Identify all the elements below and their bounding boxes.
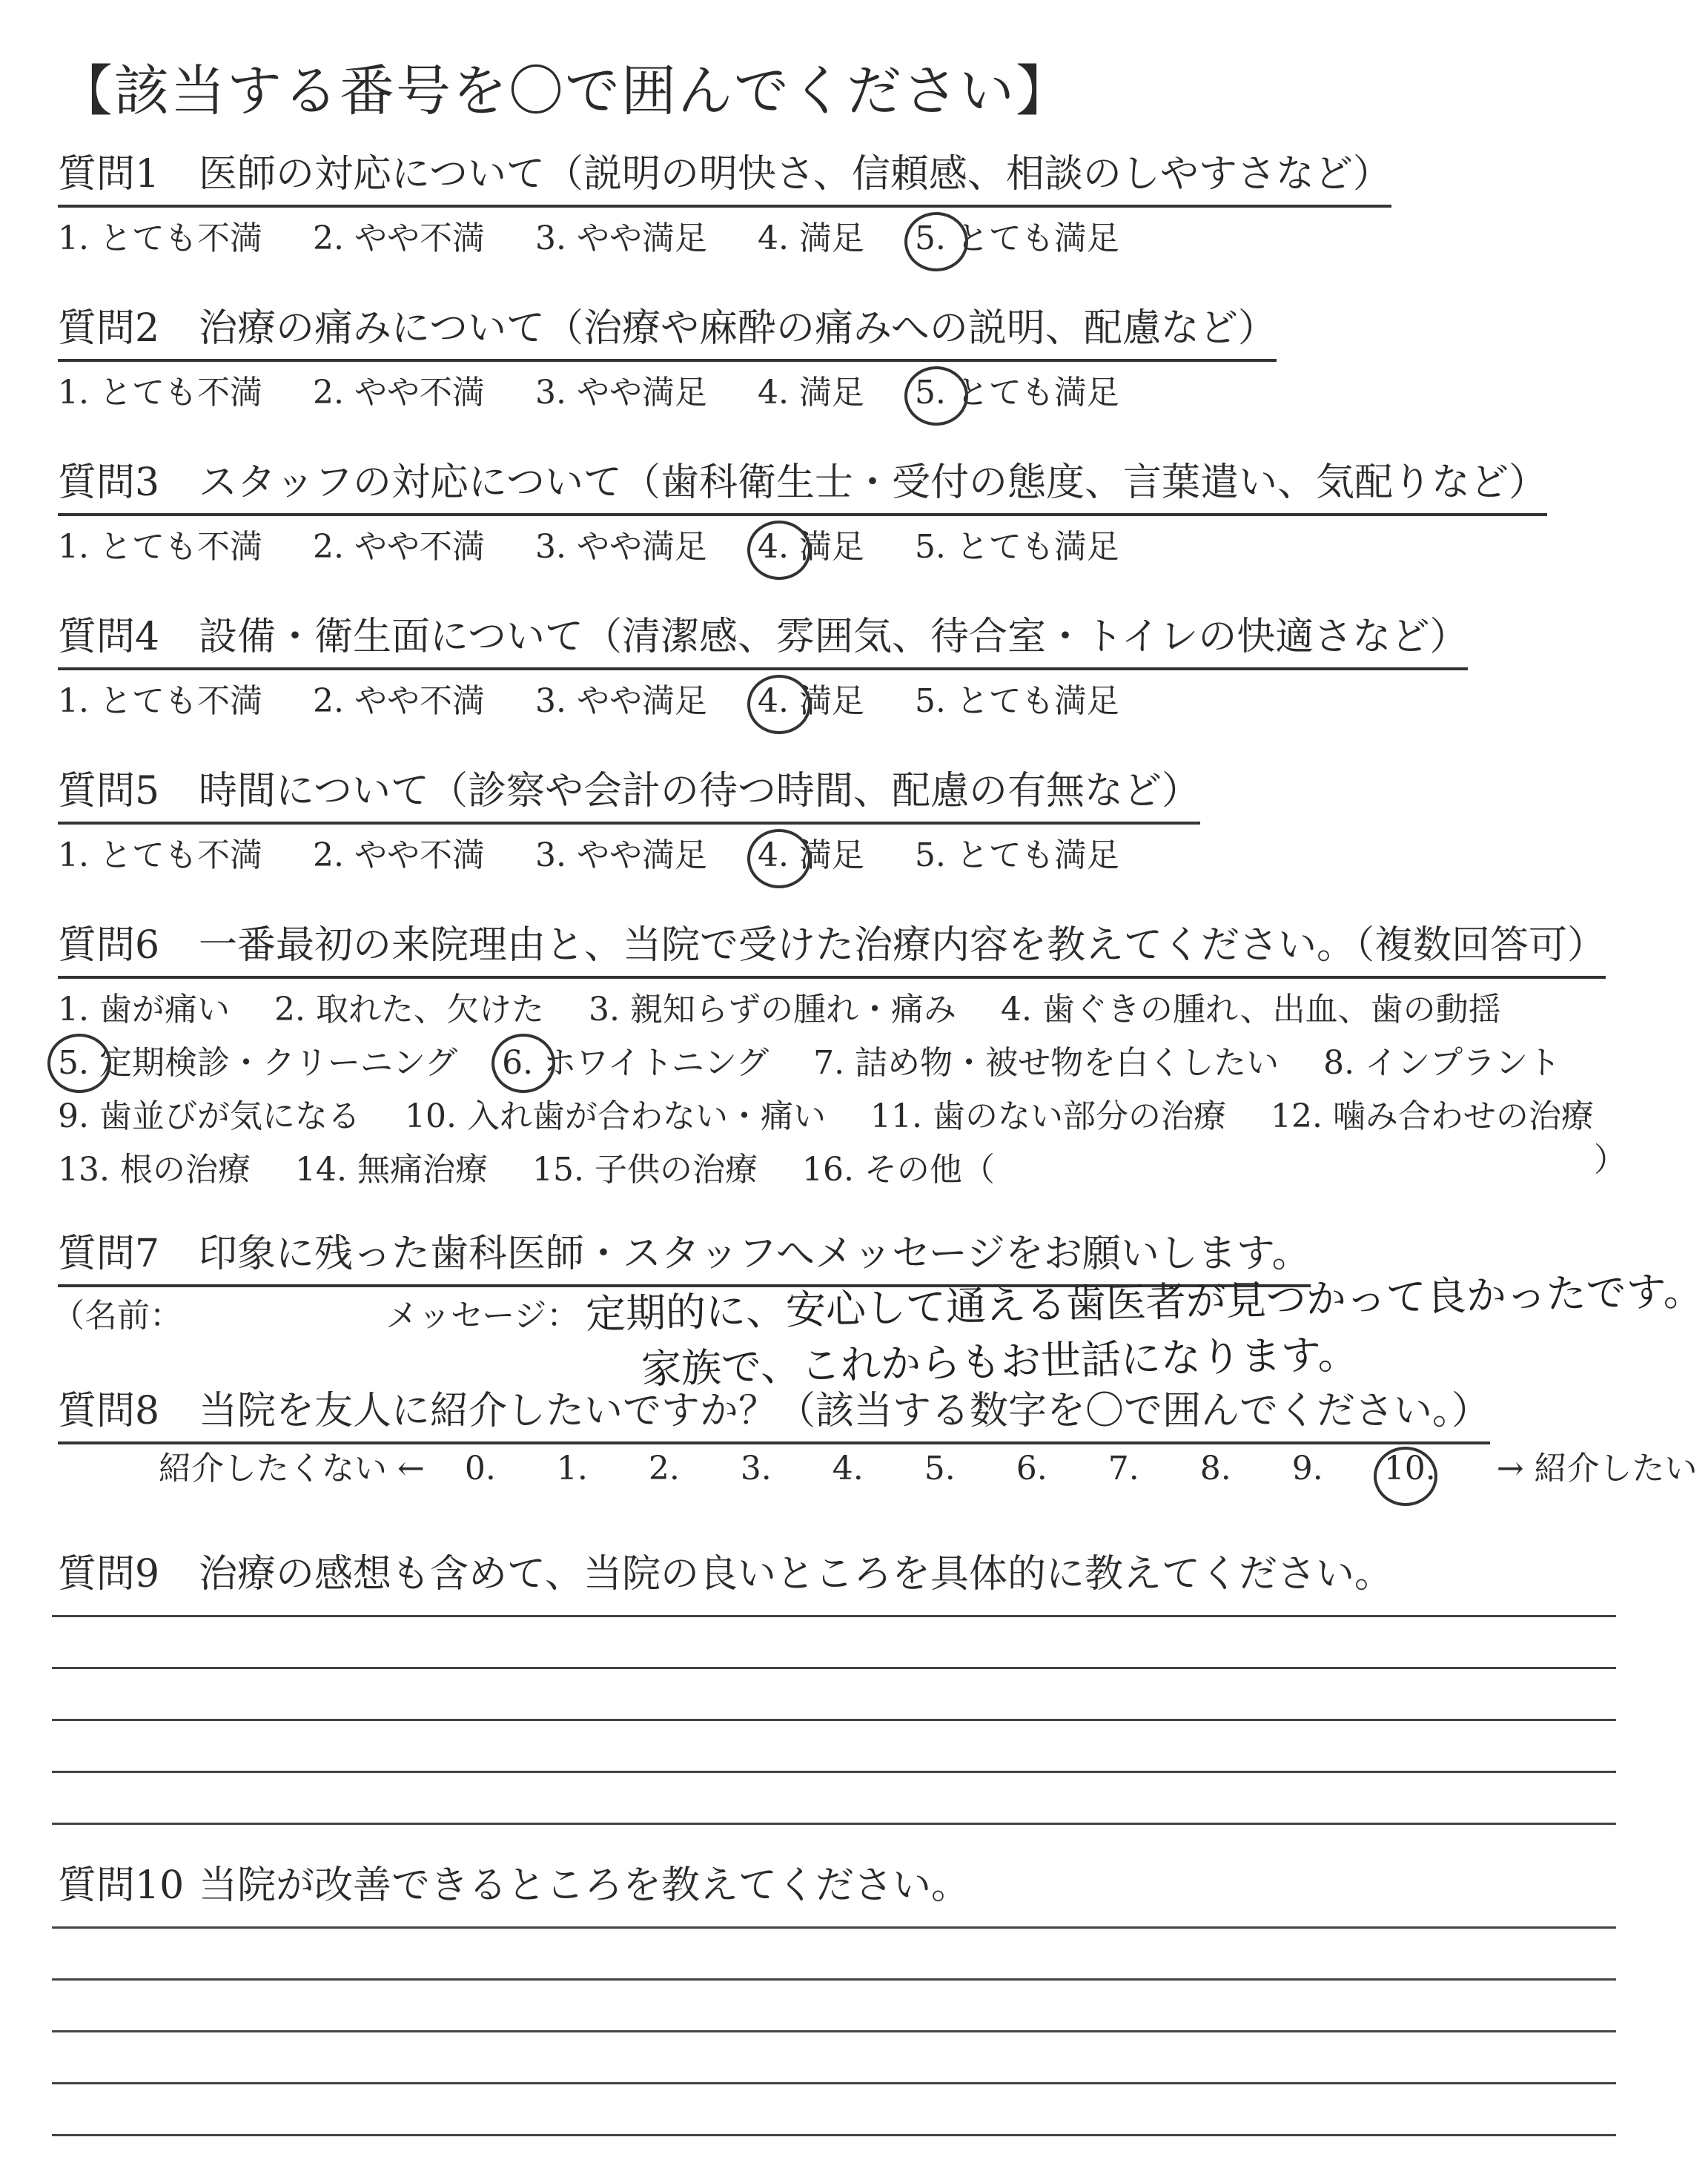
option-3[interactable]: 3. やや満足 bbox=[534, 528, 707, 566]
question-text: 時間について（診察や会計の待つ時間、配慮の有無など） bbox=[199, 769, 1200, 813]
question-text: スタッフの対応について（歯科衛生士・受付の態度、言葉遣い、気配りなど） bbox=[199, 460, 1547, 505]
treatment-option-11[interactable]: 11. 歯のない部分の治療 bbox=[870, 1097, 1226, 1135]
question-2 bbox=[58, 303, 1277, 417]
scale-left-label: 紹介したくない ← bbox=[159, 1450, 425, 1487]
question-text: 当院を友人に紹介したいですか？（該当する数字を〇で囲んでください。） bbox=[199, 1389, 1491, 1433]
page-heading: 【該当する番号を〇で囲んでください】 bbox=[58, 59, 1072, 123]
question-9 bbox=[58, 1542, 1393, 1598]
treatment-option-5-selected[interactable]: 5. 定期検診・クリーニング bbox=[58, 1037, 457, 1090]
scale-9[interactable]: 9. bbox=[1291, 1450, 1323, 1487]
question-number: 質問10 bbox=[58, 1863, 185, 1908]
question-number: 質問1 bbox=[58, 152, 160, 196]
treatment-option-16[interactable]: 16. その他（ bbox=[801, 1151, 995, 1189]
scale-right-label: → 紹介したい bbox=[1496, 1450, 1698, 1487]
rating-options bbox=[58, 832, 1200, 879]
option-5[interactable]: 5. とても満足 bbox=[914, 682, 1119, 720]
scale-6[interactable]: 6. bbox=[1016, 1450, 1047, 1487]
treatment-option-2[interactable]: 2. 取れた、欠けた bbox=[274, 991, 544, 1028]
message-label: メッセージ： bbox=[385, 1297, 580, 1335]
question-1 bbox=[58, 148, 1391, 262]
question-text: 治療の痛みについて（治療や麻酔の痛みへの説明、配慮など） bbox=[199, 306, 1277, 351]
scale-0[interactable]: 0. bbox=[464, 1450, 496, 1487]
question-number: 質問6 bbox=[58, 923, 160, 968]
question-number: 質問4 bbox=[58, 615, 160, 659]
question-text: 一番最初の来院理由と、当院で受けた治療内容を教えてください。（複数回答可） bbox=[199, 923, 1606, 968]
rating-options bbox=[58, 215, 1391, 262]
option-4-selected[interactable]: 4. 満足 bbox=[758, 678, 864, 725]
option-4-selected[interactable]: 4. 満足 bbox=[758, 832, 864, 879]
question-4 bbox=[58, 611, 1468, 725]
rating-options bbox=[58, 678, 1468, 725]
question-text: 医師の対応について（説明の明快さ、信頼感、相談のしやすさなど） bbox=[199, 152, 1391, 196]
question-number: 質問5 bbox=[58, 769, 160, 813]
question-10 bbox=[58, 1854, 970, 1909]
treatment-option-4[interactable]: 4. 歯ぐきの腫れ、出血、歯の動揺 bbox=[1000, 991, 1501, 1028]
question-6 bbox=[58, 919, 1628, 1197]
treatment-option-13[interactable]: 13. 根の治療 bbox=[58, 1151, 251, 1189]
option-5[interactable]: 5. とても満足 bbox=[914, 528, 1119, 566]
treatment-option-15[interactable]: 15. 子供の治療 bbox=[532, 1151, 758, 1189]
answer-line[interactable] bbox=[52, 2030, 1616, 2032]
question-text: 設備・衛生面について（清潔感、雰囲気、待合室・トイレの快適さなど） bbox=[199, 615, 1469, 659]
treatment-option-3[interactable]: 3. 親知らずの腫れ・痛み bbox=[588, 991, 956, 1028]
answer-line[interactable] bbox=[52, 1771, 1616, 1773]
answer-line[interactable] bbox=[52, 1823, 1616, 1825]
treatment-option-9[interactable]: 9. 歯並びが気になる bbox=[58, 1097, 360, 1135]
treatment-option-7[interactable]: 7. 詰め物・被せ物を白くしたい bbox=[813, 1044, 1280, 1082]
option-2[interactable]: 2. やや不満 bbox=[312, 219, 485, 257]
treatment-option-12[interactable]: 12. 噛み合わせの治療 bbox=[1270, 1097, 1594, 1135]
scale-7[interactable]: 7. bbox=[1108, 1450, 1139, 1487]
option-3[interactable]: 3. やや満足 bbox=[534, 374, 707, 412]
scale-10-selected[interactable]: 10. bbox=[1383, 1450, 1436, 1487]
question-number: 質問3 bbox=[58, 460, 160, 505]
option-3[interactable]: 3. やや満足 bbox=[534, 219, 707, 257]
option-1[interactable]: 1. とても不満 bbox=[58, 528, 262, 566]
scale-4[interactable]: 4. bbox=[832, 1450, 864, 1487]
option-2[interactable]: 2. やや不満 bbox=[312, 682, 485, 720]
handwritten-message-line-2: 家族で、これからもお世話になります。 bbox=[640, 1330, 1359, 1393]
option-4[interactable]: 4. 満足 bbox=[757, 219, 864, 257]
question-number: 質問2 bbox=[58, 306, 160, 351]
rating-options bbox=[58, 369, 1277, 417]
option-1[interactable]: 1. とても不満 bbox=[58, 836, 262, 874]
scale-1[interactable]: 1. bbox=[556, 1450, 588, 1487]
answer-line[interactable] bbox=[52, 1615, 1616, 1617]
option-4[interactable]: 4. 満足 bbox=[757, 374, 864, 412]
question-number: 質問8 bbox=[58, 1389, 160, 1433]
answer-line[interactable] bbox=[52, 1926, 1616, 1929]
answer-line[interactable] bbox=[52, 1978, 1616, 1981]
answer-line[interactable] bbox=[52, 2134, 1616, 2136]
question-number: 質問7 bbox=[58, 1232, 160, 1276]
rating-options bbox=[58, 524, 1547, 571]
treatment-option-6-selected[interactable]: 6. ホワイトニング bbox=[502, 1037, 769, 1090]
treatment-option-10[interactable]: 10. 入れ歯が合わない・痛い bbox=[404, 1097, 826, 1135]
scale-3[interactable]: 3. bbox=[740, 1450, 772, 1487]
option-2[interactable]: 2. やや不満 bbox=[312, 836, 485, 874]
scale-2[interactable]: 2. bbox=[648, 1450, 680, 1487]
question-number: 質問9 bbox=[58, 1552, 160, 1596]
question-text: 印象に残った歯科医師・スタッフへメッセージをお願いします。 bbox=[199, 1232, 1311, 1276]
treatment-option-8[interactable]: 8. インプラント bbox=[1323, 1044, 1561, 1082]
option-5-selected[interactable]: 5. とても満足 bbox=[915, 369, 1119, 417]
treatment-option-14[interactable]: 14. 無痛治療 bbox=[294, 1151, 488, 1189]
name-label: （名前： bbox=[52, 1297, 182, 1335]
answer-line[interactable] bbox=[52, 2082, 1616, 2084]
option-1[interactable]: 1. とても不満 bbox=[58, 374, 262, 412]
answer-line[interactable] bbox=[52, 1667, 1616, 1669]
option-2[interactable]: 2. やや不満 bbox=[312, 528, 485, 566]
question-text: 治療の感想も含めて、当院の良いところを具体的に教えてください。 bbox=[199, 1552, 1393, 1596]
option-5-selected[interactable]: 5. とても満足 bbox=[915, 215, 1119, 262]
option-5[interactable]: 5. とても満足 bbox=[914, 836, 1119, 874]
option-3[interactable]: 3. やや満足 bbox=[534, 682, 707, 720]
option-1[interactable]: 1. とても不満 bbox=[58, 682, 262, 720]
recommend-scale bbox=[159, 1441, 1698, 1489]
question-text: 当院が改善できるところを教えてください。 bbox=[199, 1863, 970, 1908]
treatment-options bbox=[58, 983, 1628, 1197]
question-5 bbox=[58, 765, 1200, 879]
answer-line[interactable] bbox=[52, 1719, 1616, 1721]
question-3 bbox=[58, 457, 1547, 571]
option-3[interactable]: 3. やや満足 bbox=[534, 836, 707, 874]
option-4-selected[interactable]: 4. 満足 bbox=[758, 524, 864, 571]
option-2[interactable]: 2. やや不満 bbox=[312, 374, 485, 412]
scale-5[interactable]: 5. bbox=[924, 1450, 956, 1487]
treatment-option-1[interactable]: 1. 歯が痛い bbox=[58, 991, 230, 1028]
scale-8[interactable]: 8. bbox=[1199, 1450, 1231, 1487]
question-8 bbox=[58, 1385, 1490, 1444]
other-close-paren: ） bbox=[1594, 1141, 1626, 1179]
handwritten-message-line-1: 定期的に、安心して通える歯医者が見つかって良かったです。 bbox=[585, 1267, 1704, 1338]
option-1[interactable]: 1. とても不満 bbox=[58, 219, 262, 257]
